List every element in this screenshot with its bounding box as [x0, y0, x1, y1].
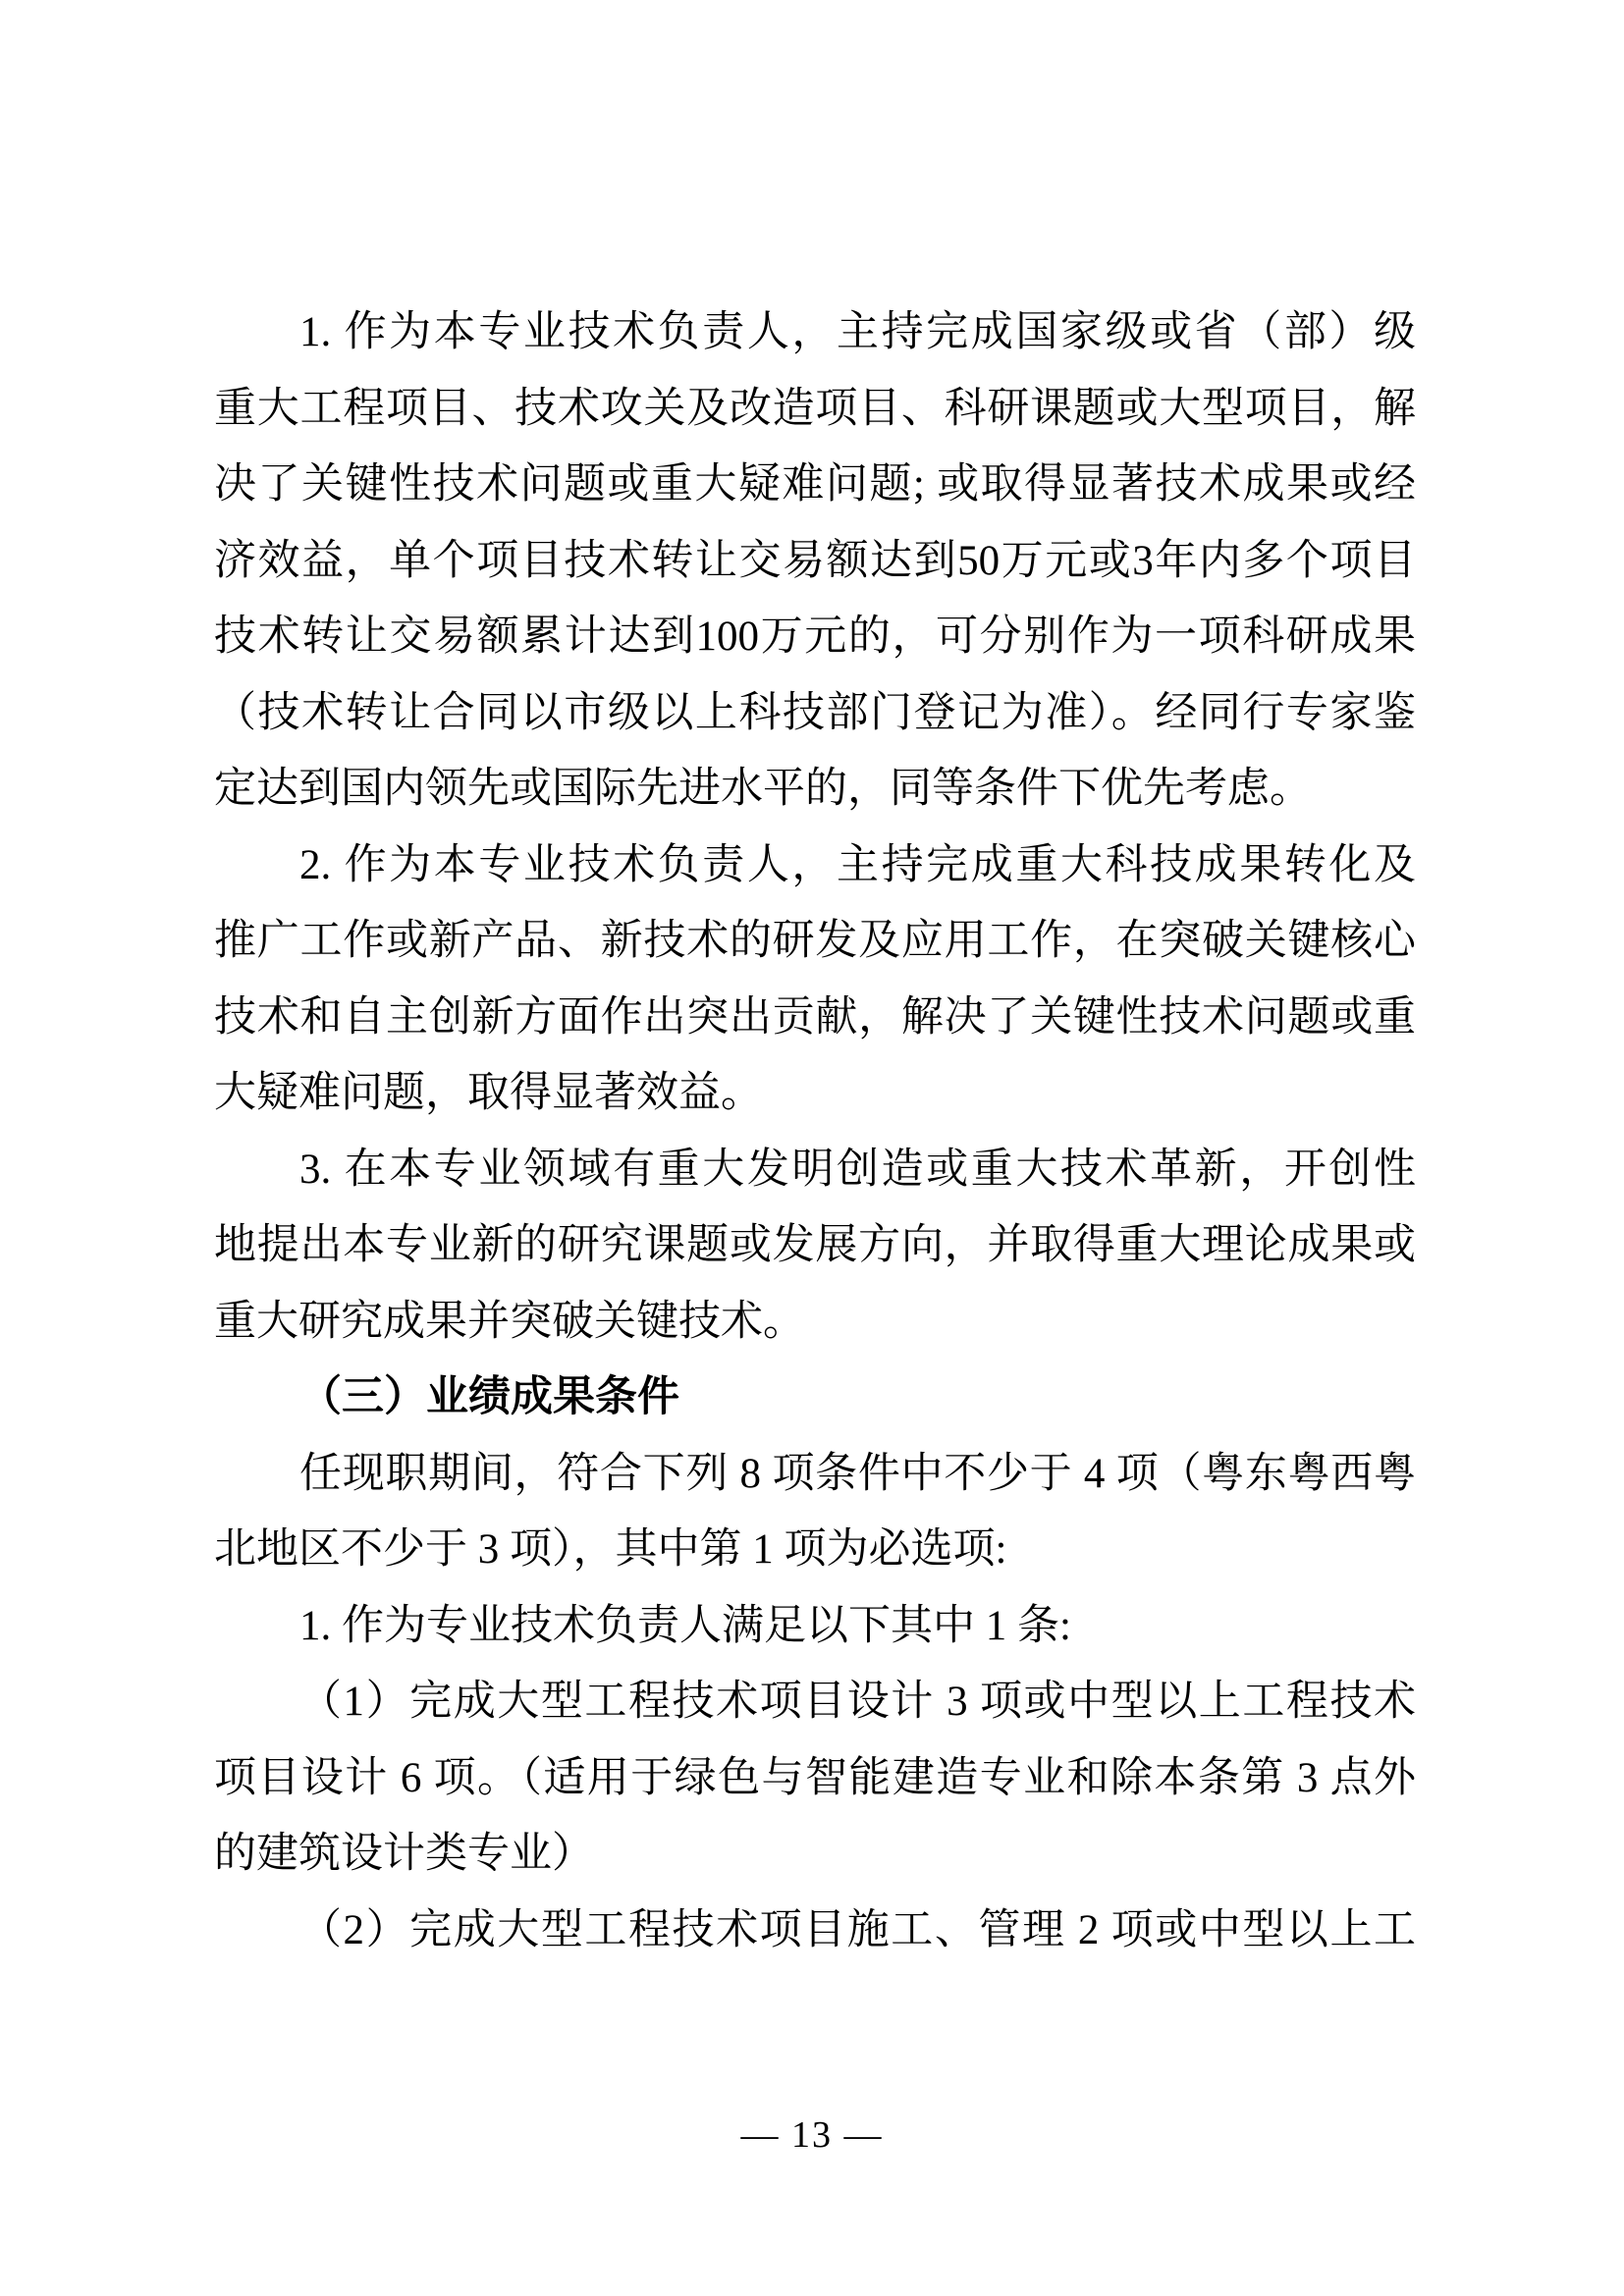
text-line: 2. 作为本专业技术负责人，主持完成重大科技成果转化及 — [299, 841, 1416, 888]
text-line: 重大研究成果并突破关键技术。 — [214, 1298, 805, 1345]
text-line: （技术转让合同以市级以上科技部门登记为准）。经同行专家鉴 — [214, 689, 1416, 736]
text-line: 大疑难问题，取得显著效益。 — [214, 1070, 763, 1116]
text-line: 北地区不少于 3 项），其中第 1 项为必选项: — [214, 1526, 1007, 1573]
page-number: — 13 — — [740, 2114, 884, 2156]
text-line: 重大工程项目、技术攻关及改造项目、科研课题或大型项目，解 — [214, 385, 1416, 432]
text-line: （1）完成大型工程技术项目设计 3 项或中型以上工程技术 — [299, 1679, 1416, 1725]
text-line: 技术转让交易额累计达到100万元的，可分别作为一项科研成果 — [214, 614, 1416, 660]
text-line: 济效益，单个项目技术转让交易额达到50万元或3年内多个项目 — [214, 537, 1416, 584]
text-line: 决了关键性技术问题或重大疑难问题; 或取得显著技术成果或经 — [214, 461, 1416, 507]
text-line: 项目设计 6 项。（适用于绿色与智能建造专业和除本条第 3 点外 — [214, 1754, 1416, 1801]
text-line: 的建筑设计类专业） — [214, 1831, 594, 1877]
text-line: 技术和自主创新方面作出突出贡献，解决了关键性技术问题或重 — [214, 993, 1416, 1041]
text-line: （2）完成大型工程技术项目施工、管理 2 项或中型以上工 — [299, 1906, 1416, 1953]
text-line: 1. 作为本专业技术负责人，主持完成国家级或省（部）级 — [299, 309, 1416, 355]
section-heading: （三）业绩成果条件 — [299, 1373, 679, 1420]
text-line: 定达到国内领先或国际先进水平的，同等条件下优先考虑。 — [214, 766, 1312, 812]
text-line: 任现职期间，符合下列 8 项条件中不少于 4 项（粤东粤西粤 — [299, 1450, 1416, 1497]
document-body — [214, 294, 1416, 1968]
text-line: 地提出本专业新的研究课题或发展方向，并取得重大理论成果或 — [214, 1222, 1416, 1268]
text-line: 推广工作或新产品、新技术的研发及应用工作，在突破关键核心 — [214, 918, 1416, 964]
text-line: 1. 作为专业技术负责人满足以下其中 1 条: — [299, 1602, 1071, 1649]
text-line: 3. 在本专业领域有重大发明创造或重大技术革新，开创性 — [299, 1146, 1416, 1193]
